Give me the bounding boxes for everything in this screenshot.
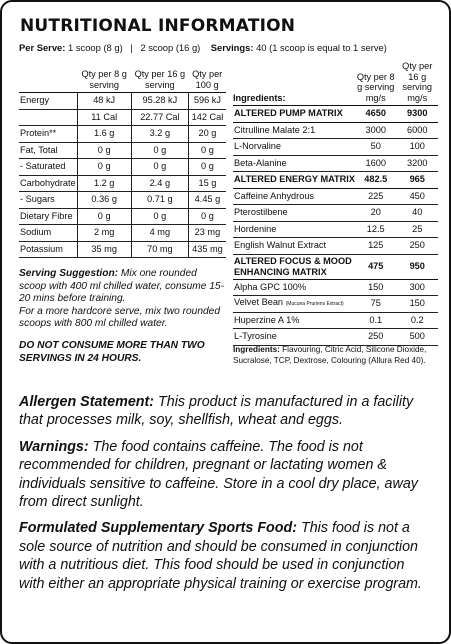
nutrition-row-value: 15 g [188, 175, 226, 192]
serving-suggestion-text-1: Mix one rounded scoop with 400 ml chilled water, consume 15-20 mins before training. [19, 268, 224, 305]
formulated-statement [19, 519, 433, 593]
ingredients-row-label [233, 312, 355, 329]
nutrition-row [19, 142, 226, 159]
servings-value: 40 (1 scoop is equal to 1 serve) [256, 42, 387, 53]
ingredients-header-8g-qty: Qty per 8 g serving [356, 71, 395, 92]
nutrition-row-value: 4 mg [131, 225, 188, 242]
ingredients-row [233, 296, 438, 313]
nutrition-row-label [19, 109, 77, 126]
ingredients-row-value: 3200 [396, 155, 438, 172]
ingredients-row-name: ALTERED ENERGY MATRIX [234, 174, 355, 185]
ingredients-row-name: Hordenine [234, 223, 277, 234]
nutrition-row-value: 596 kJ [188, 93, 226, 110]
ingredients-row-label [233, 279, 355, 296]
ingredients-row-value: 75 [355, 296, 397, 313]
nutrition-row-value: 0 g [188, 159, 226, 176]
ingredients-row-label [233, 122, 355, 139]
nutrition-row [19, 208, 226, 225]
ingredients-row [233, 312, 438, 329]
ingredients-row [233, 279, 438, 296]
ingredients-row-name: Citrulline Malate 2:1 [234, 124, 316, 135]
ingredients-row-value: 250 [355, 329, 397, 346]
nutrition-row-value: 0 g [131, 159, 188, 176]
ingredients-row-label [233, 172, 355, 189]
nutrition-row-value: 95.28 kJ [131, 93, 188, 110]
ingredients-row-note: (Mucuna Pruriens Extract) [285, 301, 344, 308]
nutrition-header-row [19, 61, 226, 93]
per-serve-label: Per Serve: [19, 42, 66, 53]
nutrition-row-value: 4.45 g [188, 192, 226, 209]
ingredients-row-value: 0.1 [355, 312, 397, 329]
ingredients-row-name: Velvet Bean [234, 297, 284, 308]
ingredients-row-value: 150 [355, 279, 397, 296]
nutrition-header-16g: Qty per 16 g serving [131, 61, 188, 93]
nutrition-row-value: 11 Cal [77, 109, 131, 126]
nutrition-row-value: 20 g [188, 126, 226, 143]
ingredients-row [233, 122, 438, 139]
warnings-statement [19, 438, 433, 512]
nutrition-row-value: 48 kJ [77, 93, 131, 110]
nutrition-row-value: 1.6 g [77, 126, 131, 143]
ingredients-header-row [233, 61, 438, 106]
ingredients-row [233, 155, 438, 172]
ingredients-row-name: Huperzine A 1% [234, 314, 300, 325]
ingredients-row-name: Alpha GPC 100% [234, 281, 307, 292]
ingredients-row-label [233, 155, 355, 172]
nutrition-header-8g: Qty per 8 g serving [77, 61, 131, 93]
ingredients-header-16g [396, 61, 438, 106]
ingredients-row-value: 225 [355, 188, 397, 205]
ingredients-row-label [233, 188, 355, 205]
ingredients-row-value: 3000 [355, 122, 397, 139]
nutrition-row-value: 0 g [77, 142, 131, 159]
serving-suggestion-text-2: For a more hardcore serve, mix two rounded scoops with 800 ml chilled water. [19, 305, 221, 330]
ingredients-row-label [233, 238, 355, 255]
warnings-text: The food contains caffeine. The food is not recommended for children, pregnant or lactating women & individuals sensitive to caffeine. Store in a cool dry place, away from direct sunlight. [19, 438, 418, 511]
nutrition-row-value: 0 g [77, 159, 131, 176]
nutrition-header-100g: Qty per 100 g [188, 61, 226, 93]
ingredients-row-name: English Walnut Extract [234, 240, 327, 251]
allergen-statement [19, 393, 433, 430]
ingredients-row-name: Caffeine Anhydrous [234, 190, 315, 201]
ingredients-row-label [233, 221, 355, 238]
ingredients-row-value: 450 [396, 188, 438, 205]
ingredients-row-label [233, 205, 355, 222]
nutrition-row-value: 70 mg [131, 241, 188, 258]
nutrition-row-value: 0.36 g [77, 192, 131, 209]
max-servings-warning: DO NOT CONSUME MORE THAN TWO SERVINGS IN 24 HOURS. [19, 339, 205, 364]
ingredients-row-value: 6000 [396, 122, 438, 139]
per-serve-1: 1 scoop (8 g) [68, 42, 123, 53]
nutrition-row-value: 435 mg [188, 241, 226, 258]
ingredients-table [233, 61, 438, 346]
nutrition-row-label: Sodium [19, 225, 77, 242]
nutrition-row [19, 159, 226, 176]
ingredients-row [233, 188, 438, 205]
ingredients-row [233, 329, 438, 346]
nutrition-row-value: 0 g [131, 208, 188, 225]
ingredients-row-value: 125 [355, 238, 397, 255]
nutrition-row-value: 1.2 g [77, 175, 131, 192]
nutrition-row [19, 241, 226, 258]
serving-suggestion [19, 268, 226, 331]
ingredients-matrix-row [233, 254, 438, 279]
servings-label: Servings: [210, 42, 254, 53]
ingredients-row [233, 221, 438, 238]
ingredients-matrix-row [233, 106, 438, 123]
ingredients-matrix-row [233, 172, 438, 189]
formulated-label: Formulated Supplementary Sports Food: [19, 520, 298, 537]
ingredients-row-label [233, 329, 355, 346]
ingredients-row-name: L-Norvaline [234, 141, 281, 152]
per-serve-separator: | [130, 42, 133, 53]
ingredients-row-name: Beta-Alanine [234, 157, 287, 168]
ingredients-list-label: Ingredients: [233, 345, 280, 354]
nutrition-row-value: 35 mg [77, 241, 131, 258]
ingredients-row-value: 0.2 [396, 312, 438, 329]
nutrition-row-value: 0 g [131, 142, 188, 159]
nutrition-header-blank [19, 61, 77, 93]
right-column [233, 61, 438, 346]
ingredients-row-value: 12.5 [355, 221, 397, 238]
allergen-text: This product is manufactured in a facility that processes milk, soy, shellfish, wheat and eggs. [19, 394, 414, 429]
ingredients-header-label: Ingredients: [233, 61, 355, 106]
nutrition-row-value: 0 g [188, 208, 226, 225]
nutrition-row-value: 0.71 g [131, 192, 188, 209]
serving-info [19, 42, 433, 54]
nutrition-row-label: Carbohydrate [19, 175, 77, 192]
serving-suggestion-label: Serving Suggestion: [19, 268, 119, 279]
nutrition-row [19, 175, 226, 192]
ingredients-row-label [233, 296, 355, 313]
ingredients-row-value: 25 [396, 221, 438, 238]
ingredients-row-name: Pterostilbene [234, 207, 288, 218]
nutrition-table [19, 61, 226, 258]
formulated-text: This food is not a sole source of nutrition and should be consumed in conjunction with a nutritious diet. This food should be used in conjunction with either an appropriate physical training or exercise program. [19, 520, 422, 592]
allergen-label: Allergen Statement: [19, 394, 155, 410]
ingredients-row-value: 950 [396, 254, 438, 279]
ingredients-row-label [233, 254, 355, 279]
nutrition-row-label: Dietary Fibre [19, 208, 77, 225]
ingredients-row-name: ALTERED FOCUS & MOOD ENHANCING MATRIX [234, 255, 352, 277]
ingredients-row-name: ALTERED PUMP MATRIX [234, 108, 343, 119]
nutrition-row-value: 142 Cal [188, 109, 226, 126]
left-column [19, 61, 226, 365]
nutrition-row [19, 192, 226, 209]
nutrition-row-value: 23 mg [188, 225, 226, 242]
nutrition-row-value: 3.2 g [131, 126, 188, 143]
per-serve-2: 2 scoop (16 g) [140, 42, 201, 53]
ingredients-row [233, 205, 438, 222]
ingredients-row-value: 40 [396, 205, 438, 222]
nutrition-row [19, 225, 226, 242]
nutrition-row-label: Energy [19, 93, 77, 110]
ingredients-row-value: 1600 [355, 155, 397, 172]
ingredients-row-value: 250 [396, 238, 438, 255]
warnings-label: Warnings: [19, 438, 89, 455]
ingredients-row-value: 50 [355, 139, 397, 156]
ingredients-row-value: 965 [396, 172, 438, 189]
nutrition-row-value: 2 mg [77, 225, 131, 242]
ingredients-row-label [233, 139, 355, 156]
ingredients-header-8g-unit: mg/s [365, 92, 386, 103]
ingredients-row [233, 139, 438, 156]
nutrition-row [19, 126, 226, 143]
ingredients-row-name: L-Tyrosine [234, 331, 277, 342]
page-title: NUTRITIONAL INFORMATION [20, 16, 296, 36]
nutrition-row-value: 0 g [188, 142, 226, 159]
nutrition-row [19, 93, 226, 110]
ingredients-list-text: Flavouring, Citric Acid, Silicone Dioxide, Sucralose, TCP, Dextrose, Colouring (Allura Red 40). [233, 345, 427, 365]
ingredients-row-value: 475 [355, 254, 397, 279]
ingredients-row-value: 9300 [396, 106, 438, 123]
ingredients-row-value: 482.5 [355, 172, 397, 189]
ingredients-header-8g [355, 61, 397, 106]
nutrition-row-label: Potassium [19, 241, 77, 258]
nutrition-row-label: Fat, Total [19, 142, 77, 159]
ingredients-row-value: 4650 [355, 106, 397, 123]
nutrition-row-label: - Sugars [19, 192, 77, 209]
tables-section [19, 61, 433, 391]
ingredients-row-label [233, 106, 355, 123]
nutrition-row-value: 22.77 Cal [131, 109, 188, 126]
nutrition-row [19, 109, 226, 126]
ingredients-row-value: 100 [396, 139, 438, 156]
nutrition-row-label: - Saturated [19, 159, 77, 176]
ingredients-row-value: 150 [396, 296, 438, 313]
ingredients-header-16g-unit: mg/s [407, 92, 428, 103]
ingredients-row-value: 20 [355, 205, 397, 222]
nutrition-row-value: 0 g [77, 208, 131, 225]
nutrition-row-label: Protein** [19, 126, 77, 143]
ingredients-row [233, 238, 438, 255]
ingredients-row-value: 300 [396, 279, 438, 296]
ingredients-row-value: 500 [396, 329, 438, 346]
ingredients-list [233, 345, 438, 366]
nutrition-row-value: 2.4 g [131, 175, 188, 192]
ingredients-header-16g-qty: Qty per 16 g serving [402, 61, 433, 92]
